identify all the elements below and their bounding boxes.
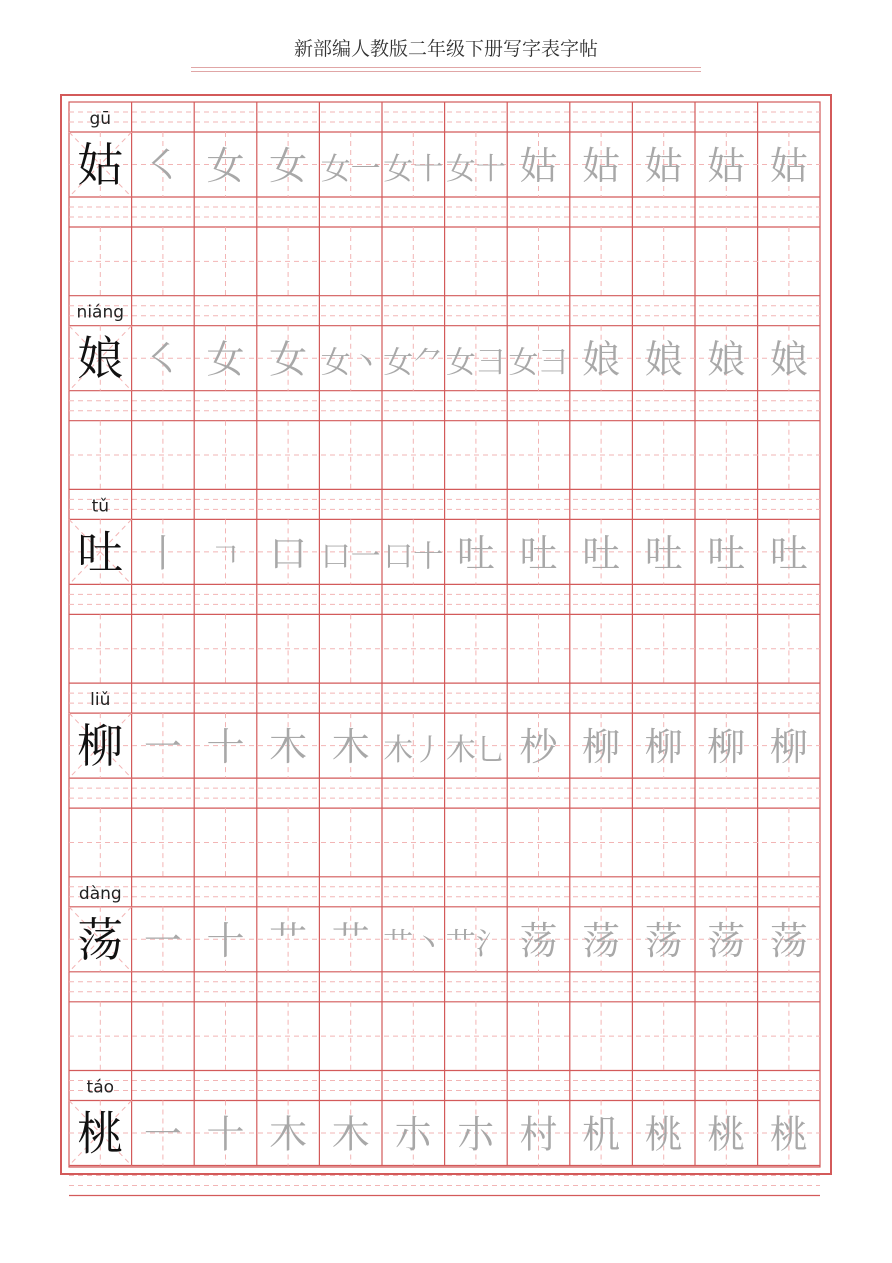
stroke-order-step: 吐 [582, 531, 621, 576]
model-character: 柳 [77, 719, 124, 774]
stroke-order-step: 女⺕ [508, 345, 569, 381]
stroke-order-step: 十 [206, 918, 245, 963]
stroke-order-step: 姑 [582, 144, 621, 188]
stroke-order-step: 娘 [769, 337, 808, 382]
stroke-order-step: 口一 [320, 539, 381, 575]
stroke-order-step: 朩 [456, 1112, 495, 1157]
model-character: 桃 [77, 1106, 124, 1161]
stroke-order-step: 娘 [707, 337, 746, 382]
stroke-order-step: 吐 [456, 531, 495, 576]
stroke-order-step: 女⺈ [383, 345, 444, 381]
pinyin-label: gū [89, 109, 112, 129]
stroke-order-step: 荡 [769, 918, 808, 963]
stroke-order-step: 桃 [644, 1112, 683, 1157]
stroke-order-step: 荡 [582, 918, 621, 963]
model-character: 姑 [77, 138, 124, 192]
stroke-order-step: 杪 [519, 725, 558, 770]
stroke-order-step: 柳 [582, 725, 621, 770]
stroke-order-step: 女 [269, 144, 308, 188]
stroke-order-step: 女十 [445, 152, 506, 187]
stroke-order-step: 姑 [769, 144, 808, 188]
pinyin-label: táo [86, 1077, 115, 1098]
stroke-order-step: 吐 [707, 531, 746, 576]
stroke-order-step: 木 [331, 725, 370, 770]
stroke-order-step: 女 [269, 337, 308, 382]
pinyin-label: tǔ [91, 496, 110, 517]
stroke-order-step: 荡 [707, 918, 746, 963]
stroke-order-step: 𠃍 [210, 539, 241, 575]
stroke-order-step: 十 [206, 725, 245, 770]
stroke-order-step: 一 [143, 725, 182, 770]
stroke-order-step: 村 [519, 1112, 558, 1157]
stroke-order-step: 娘 [644, 337, 683, 382]
stroke-order-step: 柳 [769, 725, 808, 770]
stroke-order-step: 一 [143, 1112, 182, 1157]
model-character: 荡 [77, 912, 124, 967]
stroke-order-step: 吐 [769, 531, 808, 576]
stroke-order-step: 木 [331, 1112, 370, 1157]
stroke-order-step: 艹氵 [445, 926, 506, 962]
stroke-order-step: 姑 [707, 144, 746, 188]
stroke-order-step: 口 [269, 531, 308, 576]
stroke-order-step: 机 [582, 1112, 621, 1157]
stroke-order-step: 口十 [383, 539, 444, 575]
stroke-order-step: 姑 [644, 144, 683, 188]
model-character: 吐 [77, 525, 124, 580]
pinyin-label: dàng [78, 883, 122, 904]
stroke-order-step: 吐 [644, 531, 683, 576]
stroke-order-step: 桃 [769, 1112, 808, 1157]
pinyin-label: niáng [76, 302, 125, 323]
stroke-order-step: 十 [206, 1112, 245, 1157]
pinyin-label: liǔ [90, 690, 111, 711]
stroke-order-step: 艹 [269, 918, 308, 963]
stroke-order-step: 女丶 [320, 345, 381, 381]
stroke-order-step: 木丿 [383, 733, 444, 769]
stroke-order-step: ㇛ [143, 144, 182, 188]
page-title: 新部编人教版二年级下册写字表字帖 [293, 38, 598, 60]
stroke-order-step: 女一 [320, 152, 381, 187]
stroke-order-step: 桃 [707, 1112, 746, 1157]
stroke-order-step: 荡 [519, 918, 558, 963]
stroke-order-step: 丨 [143, 531, 182, 576]
stroke-order-step: 柳 [707, 725, 746, 770]
stroke-order-step: 女十 [383, 152, 444, 187]
stroke-order-step: 木 [269, 1112, 308, 1157]
stroke-order-step: 女 [206, 337, 245, 382]
stroke-order-step: ㇛ [143, 337, 182, 382]
stroke-order-step: 女 [206, 144, 245, 188]
stroke-order-step: 朩 [394, 1112, 433, 1157]
stroke-order-step: 姑 [519, 144, 558, 188]
stroke-order-step: 艹丶 [383, 926, 444, 962]
stroke-order-step: 一 [143, 918, 182, 963]
stroke-order-step: 木乚 [445, 733, 506, 769]
stroke-order-step: 娘 [582, 337, 621, 382]
stroke-order-step: 吐 [519, 531, 558, 576]
stroke-order-step: 柳 [644, 725, 683, 770]
stroke-order-step: 荡 [644, 918, 683, 963]
stroke-order-step: 木 [269, 725, 308, 770]
model-character: 娘 [77, 331, 124, 386]
outer-frame [61, 95, 831, 1174]
stroke-order-step: 艹 [331, 918, 370, 963]
stroke-order-step: 女⺕ [445, 345, 506, 381]
